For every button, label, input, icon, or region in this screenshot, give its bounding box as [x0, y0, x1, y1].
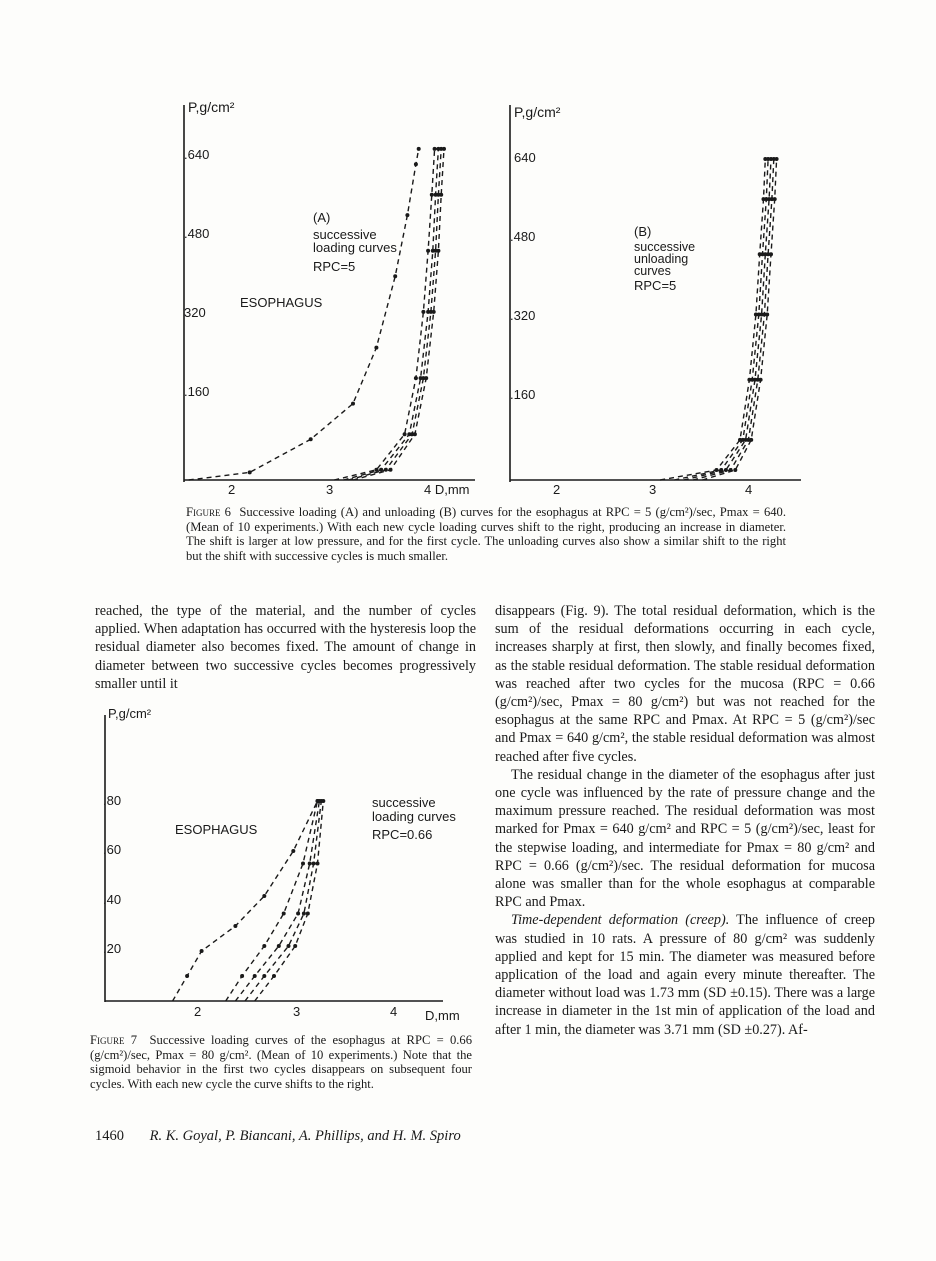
data-point-s1-2	[185, 974, 189, 978]
data-point-s2-2	[374, 468, 378, 472]
page-footer	[95, 1128, 461, 1145]
x-tick-2: 2	[553, 482, 561, 497]
left-paragraph-1: reached, the type of the material, and the number of cycles applied. When adaptation has occurred with the hysteresis loop the residual diameter also becomes fixed. The amount of change in diameter between two successive cycles becomes progressively smaller until it	[95, 603, 476, 692]
x-tick-2: 2	[228, 482, 236, 497]
data-point-s3-2	[379, 468, 383, 472]
x-tick-3: 3	[649, 482, 657, 497]
rpc-label: RPC=5	[634, 278, 677, 293]
data-point-s1-4	[233, 924, 237, 928]
data-point-s3-2	[253, 974, 257, 978]
figure6-caption-text: Successive loading (A) and unloading (B) curves for the esophagus at RPC = 5 (g/cm²)/sec, Pmax = 640. (Mean of 10 experiments.) With each new cycle loading curves shift to the right, producing an increase in diameter. The shift is larger at low pressure, and for the first cycle. The unloading curves also show a similar shift to the right but the shift with successive cycles is much smaller.	[186, 505, 786, 563]
data-point-s5-5	[765, 313, 769, 317]
series-line-2	[674, 159, 768, 480]
data-point-s1-4	[351, 402, 355, 406]
y-tick-160: .160	[184, 384, 210, 399]
y-tick-640: 640	[514, 150, 536, 165]
series-line-3	[684, 159, 771, 480]
series-line-4	[348, 149, 441, 480]
rpc-label: RPC=5	[313, 259, 356, 274]
annotation-line-1: successive	[372, 795, 436, 810]
x-tick-4: 4 D,mm	[424, 482, 470, 497]
y-tick-160: .160	[510, 387, 536, 402]
annotation-line-2: unloading	[634, 252, 689, 266]
right-paragraph-3	[495, 911, 875, 1038]
data-point-s4-5	[312, 862, 316, 866]
rpc-label: RPC=0.66	[372, 827, 433, 842]
data-point-s3-2	[724, 468, 728, 472]
y-tick-320: 320	[184, 305, 206, 320]
data-point-s1-9	[417, 147, 421, 151]
x-tick-2: 2	[194, 1004, 202, 1019]
data-point-s2-5	[301, 862, 305, 866]
data-point-s2-4	[414, 376, 418, 380]
data-point-s5-8	[442, 147, 446, 151]
y-axis-label: P,g/cm²	[514, 104, 561, 120]
data-point-s5-2	[733, 468, 737, 472]
figure7-caption-text: Successive loading curves of the esophagus at RPC = 0.66 (g/cm²)/sec, Pmax = 80 g/cm². (Mean of 10 experiments.) Note that the sigmoid behavior in the first two cycles disappears on subsequent four cycles. With each new cycle the curve shifts to the right.	[90, 1033, 472, 1091]
data-point-s5-4	[306, 912, 310, 916]
right-paragraph-1: disappears (Fig. 9). The total residual deformation, which is the sum of the residual deformations occurring in each cycle, increases sharply at first, then slowly, and finally becomes fixed, as the stable residual deformation. The stable residual deformation was reached after two cycles for the mucosa (RPC = 0.66 (g/cm²)/sec, Pmax = 80 g/cm²) but was not reached for the esophagus at the same RPC and Pmax. At RPC = 5 (g/cm²)/sec and Pmax = 640 g/cm², the stable residual deformation was almost reached after five cycles.	[495, 603, 875, 765]
data-point-s5-5	[316, 862, 320, 866]
data-point-s5-4	[759, 378, 763, 382]
figure6-caption	[186, 505, 786, 563]
figure7-chart	[70, 700, 475, 1030]
y-tick-640: .640	[184, 147, 210, 162]
tissue-label: ESOPHAGUS	[240, 295, 323, 310]
data-point-s1-8	[414, 162, 418, 166]
series-line-2	[334, 149, 434, 480]
y-tick-40: .40	[103, 892, 122, 907]
data-point-s5-3	[293, 944, 297, 948]
panel-label: (B)	[634, 224, 652, 239]
y-tick-80: .80	[103, 793, 122, 808]
y-axis-label: P,g/cm²	[188, 99, 235, 115]
data-point-s3-5	[308, 862, 312, 866]
data-point-s2-2	[240, 974, 244, 978]
left-column-text	[95, 602, 476, 693]
data-point-s5-7	[439, 193, 443, 197]
data-point-s2-5	[421, 310, 425, 314]
x-tick-4: 4	[390, 1004, 398, 1019]
right-paragraph-2: The residual change in the diameter of the esophagus after just one cycle was influenced by the rate of pressure change and the maximum pressure reached. The residual deformation was most marked for Pmax = 640 g/cm² and RPC = 5 (g/cm²)/sec, least for the stepwise loading, and intermediate for Pmax = 80 g/cm² and RPC = 0.66 (g/cm²)/sec. The residual deformation for mucosa alone was smaller than for the whole esophagus at comparable RPC and Pmax.	[495, 766, 875, 911]
annotation-line-1: successive	[634, 240, 696, 254]
annotation-line-2: loading curves	[372, 809, 456, 824]
paragraph-body: The influence of creep was studied in 10 rats. A pressure of 80 g/cm² was suddenly applied and kept for 15 min. The diameter was measured before application of the load and again every minute thereafter. The diameter without load was 1.73 mm (SD ±0.15). There was a large increase in diameter in the 1st min of application of the load and after 1 min, the diameter was 3.71 mm (SD ±0.27). Af-	[495, 912, 875, 1038]
x-tick-3: 3	[293, 1004, 301, 1019]
x-tick-3: 3	[326, 482, 334, 497]
data-point-s5-3	[413, 432, 417, 436]
data-point-s2-3	[262, 944, 266, 948]
right-column-text	[495, 602, 875, 1039]
annotation-line-3: curves	[634, 264, 671, 278]
data-point-s1-5	[262, 894, 266, 898]
y-tick-480: .480	[184, 226, 210, 241]
y-tick-60: .60	[103, 842, 122, 857]
data-point-s5-7	[773, 197, 777, 201]
panel-label: (A)	[313, 210, 331, 225]
data-point-s2-8	[433, 147, 437, 151]
data-point-s1-2	[248, 470, 252, 474]
page-number: 1460	[95, 1128, 124, 1144]
data-point-s5-3	[749, 438, 753, 442]
data-point-s2-3	[403, 432, 407, 436]
data-point-s5-6	[436, 249, 440, 253]
annotation-line-2: loading curves	[313, 240, 397, 255]
series-layer	[189, 147, 446, 480]
author-line: R. K. Goyal, P. Biancani, A. Phillips, and H. M. Spiro	[149, 1128, 461, 1144]
data-point-s1-2	[715, 468, 719, 472]
data-point-s5-5	[432, 310, 436, 314]
y-tick-480: .480	[510, 229, 536, 244]
data-point-s1-3	[200, 949, 204, 953]
data-point-s2-6	[426, 249, 430, 253]
data-point-s5-2	[272, 974, 276, 978]
data-point-s1-6	[291, 849, 295, 853]
y-axis-label: P,g/cm²	[108, 706, 152, 721]
data-point-s1-7	[405, 213, 409, 217]
paragraph-heading: Time-dependent deformation (creep).	[511, 912, 730, 929]
figure7-caption-lead: Figure 7	[90, 1033, 138, 1047]
figure6-caption-lead: Figure 6	[186, 505, 231, 519]
x-axis-label: D,mm	[425, 1008, 460, 1023]
data-point-s5-8	[775, 157, 779, 161]
x-tick-4: 4	[745, 482, 753, 497]
data-point-s3-3	[277, 944, 281, 948]
data-point-s5-2	[389, 468, 393, 472]
data-point-s5-6	[769, 252, 773, 256]
data-point-s4-4	[302, 912, 306, 916]
y-tick-20: .20	[103, 941, 122, 956]
data-point-s3-4	[296, 912, 300, 916]
data-point-s5-6	[321, 799, 325, 803]
data-point-s1-5	[374, 346, 378, 350]
data-point-s4-3	[287, 944, 291, 948]
figure6-panel-b-chart	[476, 90, 816, 500]
data-point-s2-4	[282, 912, 286, 916]
data-point-s1-3	[309, 437, 313, 441]
data-point-s4-2	[384, 468, 388, 472]
data-point-s5-4	[424, 376, 428, 380]
figure6-panel-a-chart	[150, 90, 490, 500]
data-point-s4-2	[262, 974, 266, 978]
series-layer	[660, 157, 778, 480]
y-tick-320: .320	[510, 308, 536, 323]
figure7-caption	[90, 1033, 472, 1091]
annotation-line-1: successive	[313, 227, 377, 242]
series-line-5	[353, 149, 444, 480]
tissue-label: ESOPHAGUS	[175, 822, 258, 837]
data-point-s1-6	[393, 274, 397, 278]
series-line-3	[344, 149, 439, 480]
data-point-s2-7	[430, 193, 434, 197]
series-line-1	[189, 149, 419, 480]
